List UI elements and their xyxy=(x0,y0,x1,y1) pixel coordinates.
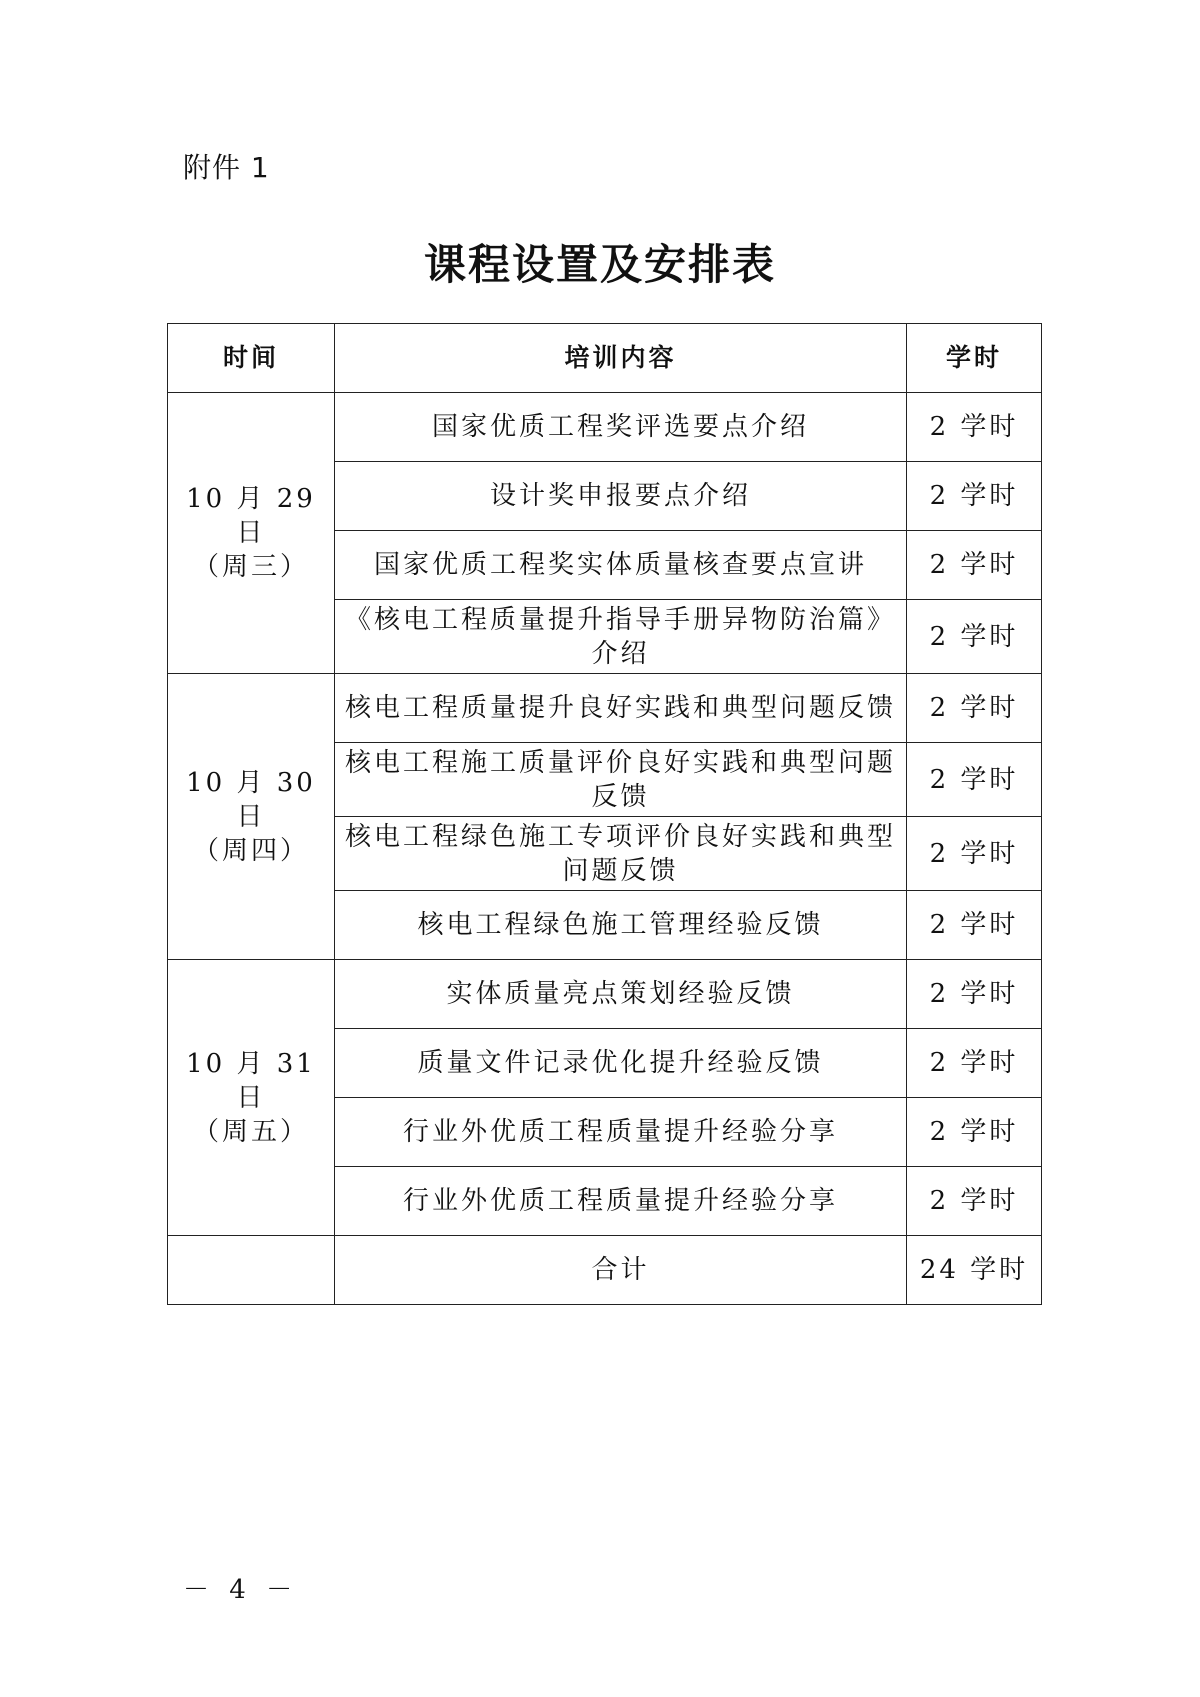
total-label: 合计 xyxy=(335,1236,907,1305)
total-empty-cell xyxy=(168,1236,335,1305)
day-weekday: （周五） xyxy=(192,1116,309,1147)
total-row xyxy=(168,1236,1042,1305)
course-content: 核电工程施工质量评价良好实践和典型问题反馈 xyxy=(335,743,907,817)
course-hours: 2 学时 xyxy=(907,462,1042,531)
course-hours: 2 学时 xyxy=(907,531,1042,600)
day-cell xyxy=(168,393,335,674)
course-content: 《核电工程质量提升指导手册异物防治篇》介绍 xyxy=(335,600,907,674)
course-content: 设计奖申报要点介绍 xyxy=(335,462,907,531)
header-time: 时间 xyxy=(168,324,335,393)
header-content: 培训内容 xyxy=(335,324,907,393)
day-cell xyxy=(168,674,335,960)
day-date: 10 月 29 日 xyxy=(186,484,316,548)
course-hours: 2 学时 xyxy=(907,1029,1042,1098)
total-hours: 24 学时 xyxy=(907,1236,1042,1305)
course-content: 行业外优质工程质量提升经验分享 xyxy=(335,1098,907,1167)
table-row xyxy=(168,674,1042,743)
course-content: 行业外优质工程质量提升经验分享 xyxy=(335,1167,907,1236)
course-hours: 2 学时 xyxy=(907,674,1042,743)
document-title: 课程设置及安排表 xyxy=(423,240,776,289)
course-content: 核电工程绿色施工专项评价良好实践和典型问题反馈 xyxy=(335,817,907,891)
page-number: － 4 － xyxy=(183,1575,299,1605)
header-hours: 学时 xyxy=(907,324,1042,393)
course-hours: 2 学时 xyxy=(907,1098,1042,1167)
course-content: 国家优质工程奖评选要点介绍 xyxy=(335,393,907,462)
table-row xyxy=(168,393,1042,462)
course-hours: 2 学时 xyxy=(907,600,1042,674)
day-weekday: （周四） xyxy=(192,835,309,866)
course-hours: 2 学时 xyxy=(907,960,1042,1029)
course-content: 质量文件记录优化提升经验反馈 xyxy=(335,1029,907,1098)
day-date: 10 月 30 日 xyxy=(186,767,316,832)
course-hours: 2 学时 xyxy=(907,393,1042,462)
course-hours: 2 学时 xyxy=(907,743,1042,817)
course-content: 国家优质工程奖实体质量核查要点宣讲 xyxy=(335,531,907,600)
day-cell xyxy=(168,960,335,1236)
course-hours: 2 学时 xyxy=(907,1167,1042,1236)
schedule-table xyxy=(167,323,1042,1305)
course-content: 核电工程绿色施工管理经验反馈 xyxy=(335,891,907,960)
course-hours: 2 学时 xyxy=(907,891,1042,960)
table-row xyxy=(168,960,1042,1029)
course-content: 实体质量亮点策划经验反馈 xyxy=(335,960,907,1029)
table-header-row xyxy=(168,324,1042,393)
day-date: 10 月 31 日 xyxy=(186,1048,316,1113)
day-weekday: （周三） xyxy=(192,552,309,582)
attachment-label: 附件 1 xyxy=(183,151,270,184)
course-hours: 2 学时 xyxy=(907,817,1042,891)
course-content: 核电工程质量提升良好实践和典型问题反馈 xyxy=(335,674,907,743)
